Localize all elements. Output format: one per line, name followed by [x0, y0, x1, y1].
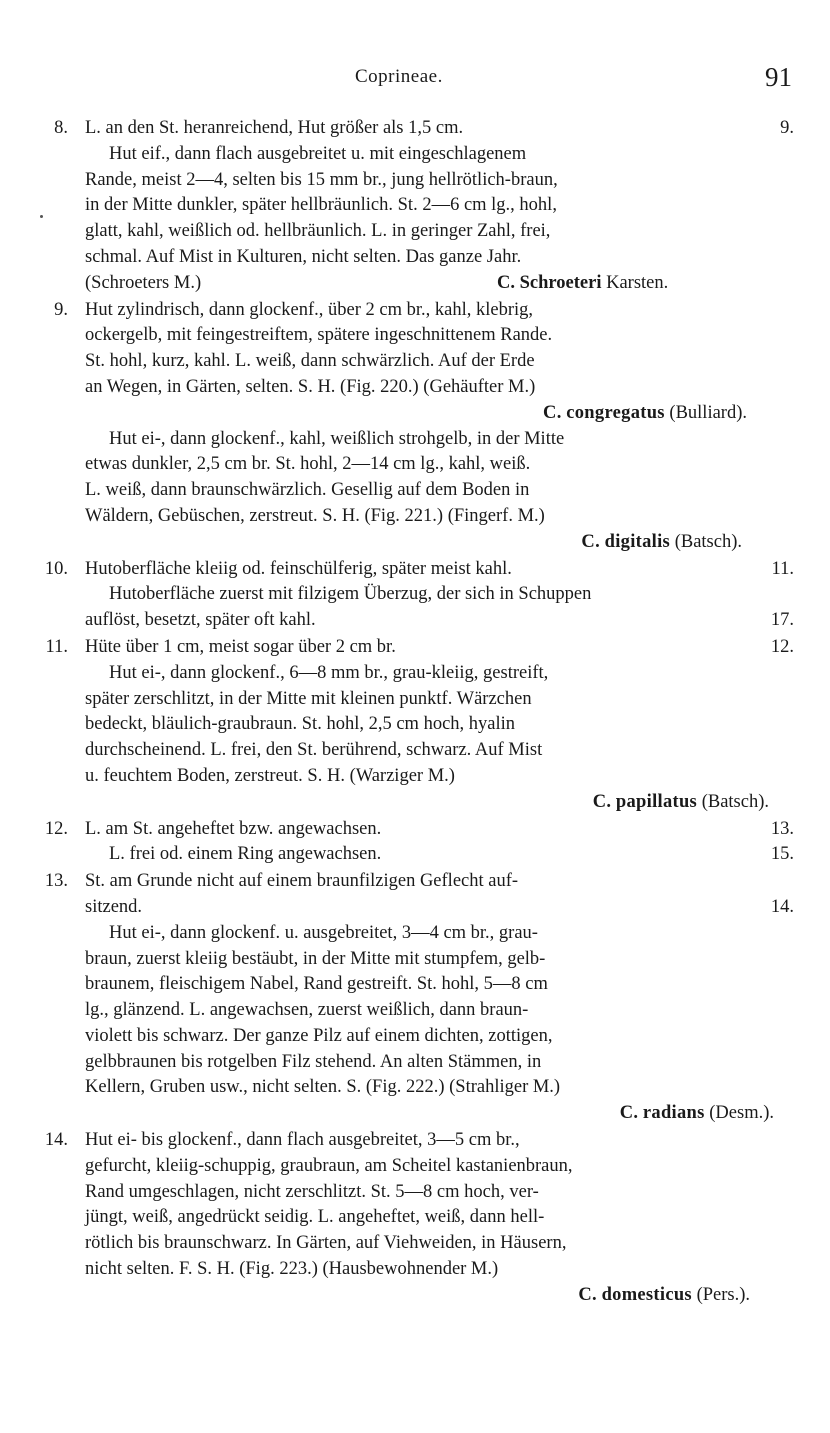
key-lead — [0, 557, 830, 583]
desc-line: Kellern, Gruben usw., nicht selten. S. (Fig. 222.) (Strahliger M.) — [85, 1077, 561, 1098]
lead-continuation: sitzend. — [85, 896, 143, 917]
desc-line: bedeckt, bläulich-graubraun. St. hohl, 2,5 cm hoch, hyalin — [85, 714, 516, 735]
entry-number: 10. — [44, 558, 68, 579]
desc-line: lg., glänzend. L. angewachsen, zuerst weißlich, dann braun- — [85, 1000, 529, 1021]
lead-reference: 9. — [780, 118, 794, 138]
lead-continuation: jüngt, weiß, angedrückt seidig. L. angeheftet, weiß, dann hell- — [85, 1207, 545, 1228]
running-title: Coprineae. — [355, 66, 443, 87]
entry-number: 9. — [54, 299, 68, 320]
lead-continuation: nicht selten. F. S. H. (Fig. 223.) (Hausbewohnender M.) — [85, 1259, 499, 1280]
desc-line: u. feuchtem Boden, zerstreut. S. H. (Warziger M.) — [85, 765, 455, 786]
alt-lead — [0, 842, 830, 868]
alt-lead-text: L. frei od. einem Ring angewachsen. — [109, 844, 382, 865]
desc-line: Hut ei-, dann glockenf., 6—8 mm br., grau-kleiig, gestreift, — [109, 662, 549, 683]
desc-line: braun, zuerst kleiig bestäubt, in der Mitte mit stumpfem, gelb- — [85, 948, 546, 969]
lead-text: L. an den St. heranreichend, Hut größer als 1,5 cm. — [85, 118, 464, 138]
entry-number: 8. — [54, 118, 68, 138]
alt-lead-text: auflöst, besetzt, später oft kahl. — [85, 610, 316, 631]
key-entry-10 — [0, 557, 830, 634]
species-name: C. congregatus (Bulliard). — [543, 402, 747, 423]
lead-text: L. am St. angeheftet bzw. angewachsen. — [85, 818, 382, 839]
desc-line: Hut eif., dann flach ausgebreitet u. mit eingeschlagenem — [109, 143, 527, 164]
lead-continuation: Rand umgeschlagen, nicht zerschlitzt. St. 5—8 cm hoch, ver- — [85, 1181, 539, 1202]
lead-text: Hut zylindrisch, dann glockenf., über 2 cm br., kahl, klebrig, — [85, 299, 534, 320]
desc-line-with-species — [0, 271, 830, 297]
key-lead — [0, 635, 830, 661]
page-number: 91 — [765, 62, 792, 92]
key-entry-12 — [0, 817, 830, 869]
entry-number: 13. — [44, 871, 68, 892]
species-name: C. papillatus (Batsch). — [592, 791, 769, 812]
species-name: C. digitalis (Batsch). — [581, 531, 742, 552]
alt-lead — [0, 608, 830, 634]
lead-continuation: rötlich bis braunschwarz. In Gärten, auf Viehweiden, in Häusern, — [85, 1233, 567, 1254]
species-name: C. Schroeteri Karsten. — [497, 272, 669, 293]
lead-reference: 14. — [770, 896, 794, 917]
lead-reference: 13. — [770, 818, 794, 839]
entry-number: 11. — [45, 636, 68, 657]
desc-line: (Schroeters M.) — [85, 272, 202, 293]
lead-text: Hüte über 1 cm, meist sogar über 2 cm br. — [85, 636, 396, 657]
desc-line: violett bis schwarz. Der ganze Pilz auf einem dichten, zottigen, — [85, 1025, 553, 1046]
page-header — [0, 60, 830, 100]
desc-line: Hut ei-, dann glockenf., kahl, weißlich strohgelb, in der Mitte — [109, 428, 565, 449]
lead-continuation: ockergelb, mit feingestreiftem, spätere ingeschnittenem Rande. — [85, 325, 553, 346]
lead-text: St. am Grunde nicht auf einem braunfilzigen Geflecht auf- — [85, 871, 519, 892]
lead-continuation: gefurcht, kleiig-schuppig, graubraun, am Scheitel kastanienbraun, — [85, 1155, 573, 1176]
desc-line: später zerschlitzt, in der Mitte mit kleinen punktf. Wärzchen — [85, 688, 532, 709]
desc-line: gelbbraunen bis rotgelben Filz stehend. An alten Stämmen, in — [85, 1051, 542, 1072]
key-body — [0, 116, 830, 1310]
desc-line: in der Mitte dunkler, später hellbräunlich. St. 2—6 cm lg., hohl, — [85, 195, 557, 216]
lead-continuation: an Wegen, in Gärten, selten. S. H. (Fig. 220.) (Gehäufter M.) — [85, 376, 536, 397]
entry-number: 14. — [44, 1130, 68, 1151]
lead-continuation: St. hohl, kurz, kahl. L. weiß, dann schwärzlich. Auf der Erde — [85, 351, 535, 372]
desc-line: L. weiß, dann braunschwärzlich. Gesellig auf dem Boden in — [85, 480, 530, 501]
key-entry-11 — [0, 635, 830, 816]
species-name: C. radians (Desm.). — [619, 1103, 774, 1124]
key-lead-continuation — [0, 895, 830, 921]
key-entry-8 — [0, 116, 830, 297]
lead-text: Hutoberfläche kleiig od. feinschülferig, später meist kahl. — [85, 558, 512, 579]
key-lead — [0, 116, 830, 142]
key-entry-14 — [0, 1128, 830, 1309]
alt-reference: 17. — [770, 610, 794, 631]
lead-reference: 11. — [771, 558, 794, 579]
lead-text: Hut ei- bis glockenf., dann flach ausgebreitet, 3—5 cm br., — [85, 1130, 520, 1151]
desc-line: glatt, kahl, weißlich od. hellbräunlich. L. in geringer Zahl, frei, — [85, 221, 551, 242]
desc-line: Hut ei-, dann glockenf. u. ausgebreitet, 3—4 cm br., grau- — [109, 922, 538, 943]
desc-line: Wäldern, Gebüschen, zerstreut. S. H. (Fig. 221.) (Fingerf. M.) — [85, 505, 545, 526]
desc-line: Rande, meist 2—4, selten bis 15 mm br., jung hellrötlich-braun, — [85, 169, 558, 190]
desc-line: braunem, fleischigem Nabel, Rand gestreift. St. hohl, 5—8 cm — [85, 974, 548, 995]
key-lead — [0, 817, 830, 843]
desc-line: schmal. Auf Mist in Kulturen, nicht selten. Das ganze Jahr. — [85, 246, 522, 267]
entry-number: 12. — [44, 818, 68, 839]
alt-reference: 15. — [770, 844, 794, 865]
species-name: C. domesticus (Pers.). — [578, 1284, 750, 1305]
lead-reference: 12. — [770, 636, 794, 657]
key-entry-13 — [0, 869, 830, 1127]
key-entry-9 — [0, 298, 830, 556]
desc-line: durchscheinend. L. frei, den St. berührend, schwarz. Auf Mist — [85, 740, 543, 761]
alt-lead-text: Hutoberfläche zuerst mit filzigem Überzug, der sich in Schuppen — [109, 584, 592, 605]
desc-line: etwas dunkler, 2,5 cm br. St. hohl, 2—14 cm lg., kahl, weiß. — [85, 454, 531, 475]
